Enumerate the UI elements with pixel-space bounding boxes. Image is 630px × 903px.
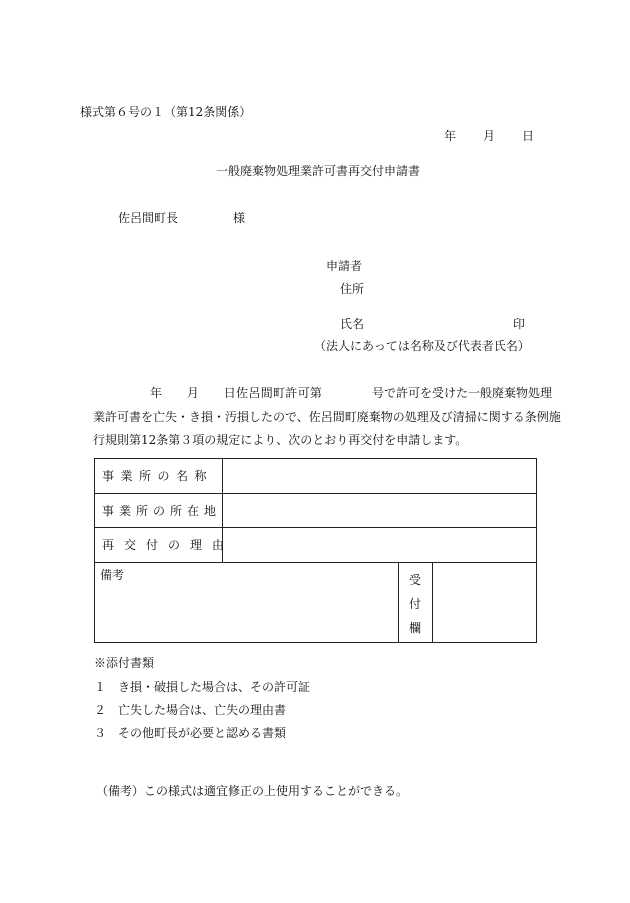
body-line-1a: 年 月 日佐呂間町許可第 xyxy=(150,386,323,400)
body-line-1b: 号で許可を受けた一般廃棄物処理 xyxy=(372,386,553,400)
table-divider xyxy=(95,493,536,494)
seal-mark: 印 xyxy=(513,317,526,331)
attachment-item: ２ 亡失した場合は、亡失の理由書 xyxy=(94,703,287,717)
table-divider xyxy=(95,527,536,528)
table-divider xyxy=(95,562,536,563)
corporate-note: （法人にあっては名称及び代表者氏名） xyxy=(314,339,530,353)
attachments-heading: ※添付書類 xyxy=(94,656,155,670)
usage-footnote: （備考）この様式は適宜修正の上使用することができる。 xyxy=(96,784,409,798)
reception-divider xyxy=(432,562,433,642)
application-table xyxy=(94,458,537,643)
row-label-reissue-reason: 再交付の理由 xyxy=(102,538,235,552)
attachment-item: ３ その他町長が必要と認める書類 xyxy=(94,726,287,740)
reception-label-3: 欄 xyxy=(408,621,421,635)
address-label: 住所 xyxy=(340,282,365,296)
row-label-office-name: 事業所の名称 xyxy=(102,469,214,483)
attachment-item: １ き損・破損した場合は、その許可証 xyxy=(94,680,311,694)
reissue-reason-field[interactable] xyxy=(226,539,532,557)
name-label: 氏名 xyxy=(340,317,365,331)
form-number: 様式第６号の１（第12条関係） xyxy=(80,105,252,119)
remarks-field[interactable] xyxy=(99,587,394,639)
date-line: 年 月 日 xyxy=(444,129,536,143)
addressee-name: 佐呂間町長 xyxy=(118,211,179,225)
row-label-office-address: 事業所の所在地 xyxy=(102,504,222,518)
remarks-label: 備考 xyxy=(100,568,125,582)
addressee-honorific: 様 xyxy=(233,211,246,225)
applicant-label: 申請者 xyxy=(326,259,363,273)
reception-label-2: 付 xyxy=(408,597,421,611)
reception-label-1: 受 xyxy=(408,573,421,587)
office-address-field[interactable] xyxy=(226,505,532,523)
body-line-3: 行規則第12条第３項の規定により、次のとおり再交付を申請します。 xyxy=(93,433,468,447)
document-title: 一般廃棄物処理業許可書再交付申請書 xyxy=(216,164,421,178)
body-line-2: 業許可書を亡失・き損・汚損したので、佐呂間町廃棄物の処理及び清掃に関する条例施 xyxy=(93,410,561,424)
office-name-field[interactable] xyxy=(226,470,532,488)
